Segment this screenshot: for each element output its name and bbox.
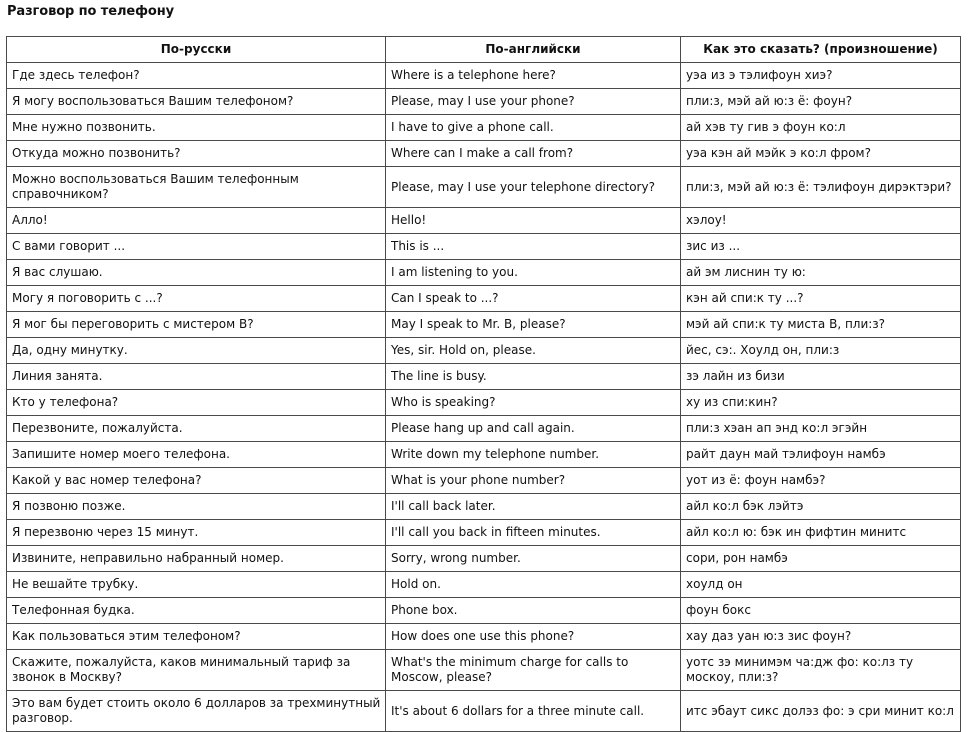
- russian-cell: Это вам будет стоить около 6 долларов за трехминутный разговор.: [7, 691, 386, 732]
- column-header-pronunciation: Как это сказать? (произношение): [681, 37, 961, 63]
- english-cell: I'll call back later.: [386, 494, 681, 520]
- english-cell: What's the minimum charge for calls to Moscow, please?: [386, 650, 681, 691]
- table-header-row: [7, 37, 961, 63]
- table-row: [7, 442, 961, 468]
- pronunciation-cell: пли:з, мэй ай ю:з ё: фоун?: [681, 89, 961, 115]
- pronunciation-cell: ху из спи:кин?: [681, 390, 961, 416]
- pronunciation-cell: сори, рон намбэ: [681, 546, 961, 572]
- pronunciation-cell: кэн ай спи:к ту ...?: [681, 286, 961, 312]
- table-row: [7, 598, 961, 624]
- pronunciation-cell: райт даун май тэлифоун намбэ: [681, 442, 961, 468]
- english-cell: Please hang up and call again.: [386, 416, 681, 442]
- russian-cell: Да, одну минутку.: [7, 338, 386, 364]
- russian-cell: Я перезвоню через 15 минут.: [7, 520, 386, 546]
- column-header-russian: По-русски: [7, 37, 386, 63]
- pronunciation-cell: уэа кэн ай мэйк э ко:л фром?: [681, 141, 961, 167]
- pronunciation-cell: айл ко:л ю: бэк ин фифтин минитс: [681, 520, 961, 546]
- english-cell: Please, may I use your phone?: [386, 89, 681, 115]
- russian-cell: Алло!: [7, 208, 386, 234]
- russian-cell: Какой у вас номер телефона?: [7, 468, 386, 494]
- english-cell: Who is speaking?: [386, 390, 681, 416]
- pronunciation-cell: пли:з, мэй ай ю:з ё: тэлифоун дирэктэри?: [681, 167, 961, 208]
- table-row: [7, 286, 961, 312]
- pronunciation-cell: ай хэв ту гив э фоун ко:л: [681, 115, 961, 141]
- english-cell: Write down my telephone number.: [386, 442, 681, 468]
- table-row: [7, 650, 961, 691]
- russian-cell: Мне нужно позвонить.: [7, 115, 386, 141]
- table-row: [7, 468, 961, 494]
- table-row: [7, 572, 961, 598]
- table-row: [7, 416, 961, 442]
- table-row: [7, 115, 961, 141]
- pronunciation-cell: хау даз уан ю:з зис фоун?: [681, 624, 961, 650]
- russian-cell: Можно воспользоваться Вашим телефонным справочником?: [7, 167, 386, 208]
- english-cell: I am listening to you.: [386, 260, 681, 286]
- russian-cell: Я могу воспользоваться Вашим телефоном?: [7, 89, 386, 115]
- english-cell: I'll call you back in fifteen minutes.: [386, 520, 681, 546]
- russian-cell: Как пользоваться этим телефоном?: [7, 624, 386, 650]
- english-cell: Please, may I use your telephone directory?: [386, 167, 681, 208]
- russian-cell: Могу я поговорить с ...?: [7, 286, 386, 312]
- pronunciation-cell: ай эм лиснин ту ю:: [681, 260, 961, 286]
- pronunciation-cell: зис из ...: [681, 234, 961, 260]
- russian-cell: Телефонная будка.: [7, 598, 386, 624]
- russian-cell: Кто у телефона?: [7, 390, 386, 416]
- english-cell: This is ...: [386, 234, 681, 260]
- pronunciation-cell: итс эбаут сикс долэз фо: э сри минит ко:л: [681, 691, 961, 732]
- table-row: [7, 260, 961, 286]
- russian-cell: Откуда можно позвонить?: [7, 141, 386, 167]
- russian-cell: Запишите номер моего телефона.: [7, 442, 386, 468]
- table-row: [7, 141, 961, 167]
- pronunciation-cell: йес, сэ:. Хоулд он, пли:з: [681, 338, 961, 364]
- english-cell: Hold on.: [386, 572, 681, 598]
- russian-cell: Линия занята.: [7, 364, 386, 390]
- english-cell: Where is a telephone here?: [386, 63, 681, 89]
- table-row: [7, 691, 961, 732]
- page-title: Разговор по телефону: [7, 4, 174, 19]
- russian-cell: Я мог бы переговорить с мистером В?: [7, 312, 386, 338]
- table-row: [7, 390, 961, 416]
- table-row: [7, 63, 961, 89]
- russian-cell: Извините, неправильно набранный номер.: [7, 546, 386, 572]
- table-row: [7, 338, 961, 364]
- english-cell: Phone box.: [386, 598, 681, 624]
- table-row: [7, 312, 961, 338]
- russian-cell: Скажите, пожалуйста, каков минимальный тариф за звонок в Москву?: [7, 650, 386, 691]
- pronunciation-cell: уот из ё: фоун намбэ?: [681, 468, 961, 494]
- english-cell: Can I speak to ...?: [386, 286, 681, 312]
- pronunciation-cell: уэа из э тэлифоун хиэ?: [681, 63, 961, 89]
- table-row: [7, 208, 961, 234]
- english-cell: The line is busy.: [386, 364, 681, 390]
- table-row: [7, 234, 961, 260]
- english-cell: May I speak to Mr. B, please?: [386, 312, 681, 338]
- pronunciation-cell: хоулд он: [681, 572, 961, 598]
- english-cell: Hello!: [386, 208, 681, 234]
- pronunciation-cell: пли:з хэан ап энд ко:л эгэйн: [681, 416, 961, 442]
- table-row: [7, 167, 961, 208]
- english-cell: Sorry, wrong number.: [386, 546, 681, 572]
- english-cell: Yes, sir. Hold on, please.: [386, 338, 681, 364]
- table-row: [7, 89, 961, 115]
- table-row: [7, 364, 961, 390]
- english-cell: I have to give a phone call.: [386, 115, 681, 141]
- pronunciation-cell: зэ лайн из бизи: [681, 364, 961, 390]
- pronunciation-cell: мэй ай спи:к ту миста В, пли:з?: [681, 312, 961, 338]
- phrase-table: [6, 36, 961, 732]
- table-row: [7, 624, 961, 650]
- pronunciation-cell: фоун бокс: [681, 598, 961, 624]
- english-cell: It's about 6 dollars for a three minute call.: [386, 691, 681, 732]
- english-cell: How does one use this phone?: [386, 624, 681, 650]
- russian-cell: Не вешайте трубку.: [7, 572, 386, 598]
- table-body: [7, 63, 961, 732]
- column-header-english: По-английски: [386, 37, 681, 63]
- russian-cell: Где здесь телефон?: [7, 63, 386, 89]
- table-row: [7, 494, 961, 520]
- russian-cell: Я позвоню позже.: [7, 494, 386, 520]
- table-row: [7, 520, 961, 546]
- pronunciation-cell: айл ко:л бэк лэйтэ: [681, 494, 961, 520]
- english-cell: What is your phone number?: [386, 468, 681, 494]
- pronunciation-cell: уотс зэ минимэм ча:дж фо: ко:лз ту москоу, пли:з?: [681, 650, 961, 691]
- table-row: [7, 546, 961, 572]
- russian-cell: Я вас слушаю.: [7, 260, 386, 286]
- english-cell: Where can I make a call from?: [386, 141, 681, 167]
- russian-cell: С вами говорит ...: [7, 234, 386, 260]
- pronunciation-cell: хэлоу!: [681, 208, 961, 234]
- russian-cell: Перезвоните, пожалуйста.: [7, 416, 386, 442]
